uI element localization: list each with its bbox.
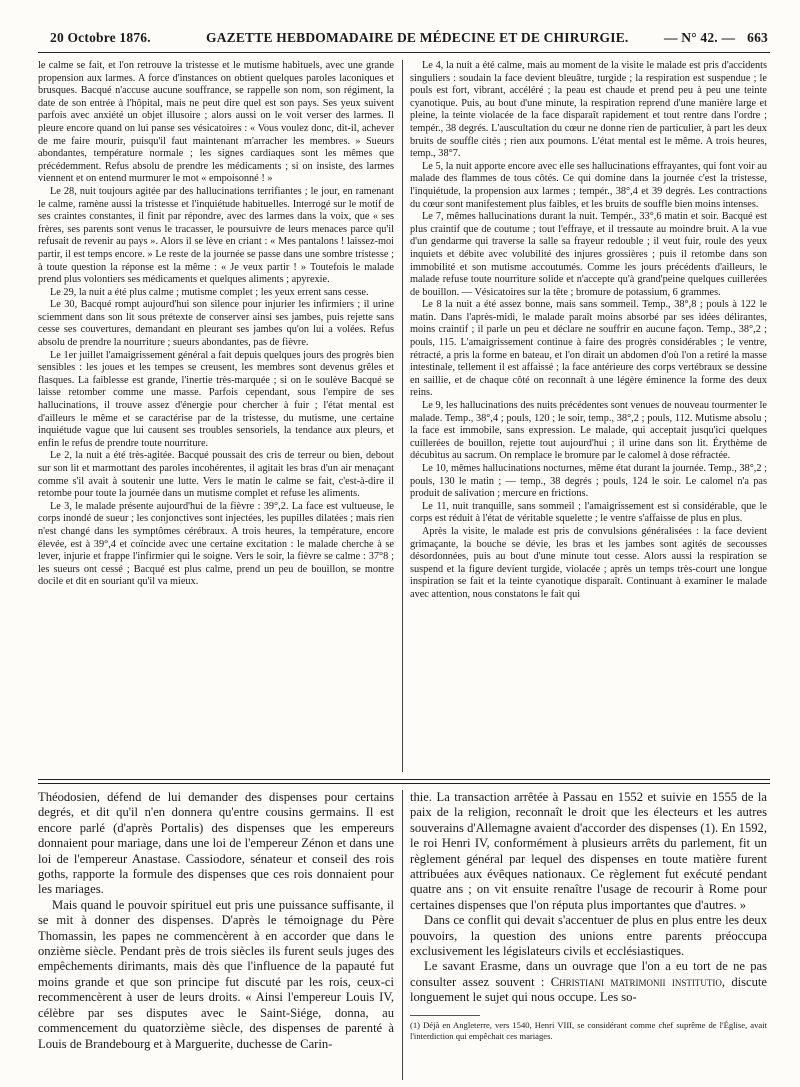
paragraph: Le 30, Bacqué rompt aujourd'hui son silence pour injurier les infirmiers ; il urine sciemment dans son lit sous prétexte de conserver ainsi ses jambes, puis rejette sans cesse ses couvertures, demandant en pleurant ses jambes qu'on lui a volées. Refus absolu de prendre la nourriture ; sueurs abondantes, pas de fièvre. [38, 299, 394, 349]
lower-right-column [410, 790, 767, 1006]
paragraph: Le 3, le malade présente aujourd'hui de la fièvre : 39°,2. La face est vultueuse, le corps inondé de sueur ; les conjonctives sont injectées, les pupilles dilatées ; mais rien n'est changé dans les symptômes cérébraux. A trois heures, la température, encore élevée, est à 39°,4 et coïncide avec une certaine excitation : le malade cherche à se lever, injurie et frappe l'infirmier qui le soigne. Vers le soir, la fièvre se calme : 37°8 ; les sueurs ont cessé ; Bacqué est plus calme, prend un peu de bouillon, se montre docile et dit en souriant qu'il va mieux. [38, 500, 394, 588]
section-rule [38, 779, 770, 780]
issue-number: — N° 42. — [664, 30, 736, 45]
header-rule [38, 52, 770, 53]
paragraph: Le 1er juillet l'amaigrissement général a fait depuis quelques jours des progrès bien sensibles : les joues et les tempes se creusent, les membres sont devenus grêles et flasques. La faiblesse est grande, l'inertie très-marquée ; si on le soulève Bacqué se laisse retomber comme une masse. Parfois cependant, sous l'empire de ses hallucinations, il trouve assez d'énergie pour chercher à fuir ; l'état mental est d'ailleurs le même et se caractérise par de la tristesse, du mutisme, une certaine inquiétude vague que lui causent ses troubles sensoriels, la tendance aux pleurs, et enfin le refus de prendre toute nourriture. [38, 349, 394, 449]
journal-title: GAZETTE HEBDOMADAIRE DE MÉDECINE ET DE CHIRURGIE. [206, 30, 629, 45]
lower-left-column [38, 790, 394, 1052]
paragraph: Mais quand le pouvoir spirituel eut pris une puissance suffisante, il se mit à donner des dispenses. D'après le témoignage du Père Thomassin, les papes ne commencèrent à en accorder que dans le onzième siècle. Pendant près de trois siècles ils furent seuls juges des empêchements dirimants, mais dès que l'influence de la papauté fut moins grande et que son principe fut discuté par les rois, ceux-ci recommencèrent à user de leurs droits. « Ainsi l'empereur Louis IV, célèbre par ses disputes avec le Saint-Siége, donna, au commencement du quatorzième siècle, des dispenses de parenté à Louis de Brandebourg et à Marguerite, duchesse de Carin- [38, 897, 394, 1051]
paragraph: Après la visite, le malade est pris de convulsions généralisées : la face devient grimaçante, la bouche se dévie, les bras et les jambes sont agités de secousses désordonnées, puis au bout d'une minute tout cesse. Alors aussi la respiration se suspend et la figure devient turgide, violacée ; après un temps très-court une longue inspiration se fait et la teinte cyanotique disparaît. Continuant à examiner le malade avec attention, nous constatons le fait qui [410, 525, 767, 600]
paragraph: Le 11, nuit tranquille, sans sommeil ; l'amaigrissement est si considérable, que le corps est réduit à l'état de véritable squelette ; le ventre s'affaisse de plus en plus. [410, 500, 767, 525]
paragraph: Le 28, nuit toujours agitée par des hallucinations terrifiantes ; le jour, en ramenant le calme, ramène aussi la tristesse et l'inquiétude habituelles. Interrogé sur le motif de ses craintes constantes, il finit par répondre, avec des larmes dans la voix, que « ses frères, ses parents sont venus le tracasser, le poursuivre de leurs menaces parce qu'il refusait de revenir au pays ». Alors il se lève en criant : « Mes pantalons ! laissez-moi partir, il est temps encore. » Le reste de la journée se passe dans une sombre tristesse ; à toute question la réponse est la même : « Je veux partir ! » Toutefois le malade prend plus volontiers ses médicaments et quelques aliments ; apyrexie. [38, 185, 394, 286]
paragraph: Le 10, mêmes hallucinations nocturnes, même état durant la journée. Temp., 38°,2 ; pouls, 130 le matin ; — temp., 38 degrés ; pouls, 124 le soir. Le calomel n'a pas produit de salivation ; mercure en frictions. [410, 463, 767, 500]
paragraph: Théodosien, défend de lui demander des dispenses pour certains degrés, et dit qu'il n'en donnera qu'entre cousins germains. Il est encore parlé (d'après Portalis) des dispenses que les empereurs donnaient pour mariage, dans une loi de l'empereur Zénon et dans une loi de l'empereur Anastase. Cassiodore, sénateur et conseil des rois goths, rapporte la formule des dispenses que ces rois donnaient pour les mariages. [38, 790, 394, 897]
paragraph: le calme se fait, et l'on retrouve la tristesse et le mutisme habituels, avec une grande propension aux larmes. A force d'instances on obtient quelques paroles laconiques et brusques. Bacqué n'accuse aucune souffrance, se rappelle son nom, son régiment, la date de son entrée à l'hôpital, mais ne peut dire quel est son pays. Ses yeux suivent parfois avec anxiété un objet illusoire ; alors aussi on le voit verser des larmes. Il pleure encore quand on lui panse ses vésicatoires : « Vous voulez donc, dit-il, achever de me faire mourir, puisqu'il faut maintenant m'arracher les membres. » Sueurs abondantes, température normale ; les signes cardiaques sont les mêmes que précédemment. Refus absolu de prendre les médicaments ; si on insiste, des larmes viennent et on entend murmurer le mot « empoisonné ! » [38, 60, 394, 185]
paragraph [410, 959, 767, 1005]
section-rule [38, 783, 770, 784]
issue-date: 20 Octobre 1876. [50, 30, 151, 45]
column-divider [402, 790, 403, 1080]
footnote: (1) Déjà en Angleterre, vers 1540, Henri VIII, se considérant comme chef suprême de l'Église, avait l'interdiction qui empêchait ces mariages. [410, 1020, 767, 1041]
paragraph: Le 7, mêmes hallucinations durant la nuit. Tempér., 33°,6 matin et soir. Bacqué est plus craintif que de coutume ; tout l'effraye, et il tressaute au moindre bruit. A la vue d'un gendarme qui traverse la salle sa frayeur redouble ; il veut fuir, roule des yeux inquiets et débite avec volubilité des injures grossières ; puis il retombe dans son immobilité et son mutisme accoutumés. Comme les jours précédents d'ailleurs, le malade refuse toute nourriture solide et n'accepte qu'à grand'peine quelques cuillerées de bouillon. — Vésicatoires sur la tête ; bromure de potassium, 6 grammes. [410, 211, 767, 298]
page-number: 663 [747, 30, 768, 45]
book-title: Christiani matrimonii institutio [550, 974, 722, 989]
running-header [50, 30, 768, 48]
paragraph: Le 2, la nuit a été très-agitée. Bacqué poussait des cris de terreur ou bien, debout sur son lit et marmottant des paroles incohérentes, il agitait les bras d'un air menaçant comme s'il avait à soutenir une lutte. Vers le matin le calme se fait, c'est-à-dire il retombe pour toute la journée dans un mutisme complet et refuse les aliments. [38, 450, 394, 500]
paragraph: thie. La transaction arrêtée à Passau en 1552 et suivie en 1555 de la paix de la religion, reconnaît le droit que les électeurs et les autres souverains d'Allemagne avaient d'accorder des dispenses (1). En 1592, le roi Henri IV, conformément à plusieurs arrêts du parlement, fit un règlement général par lequel des dispenses en toute matière furent attribuées aux évêques nationaux. Ce règlement fut exécuté pendant quatre ans ; on vit ensuite renaître l'usage de recourir à Rome pour certaines dispenses que l'on réputa plus importantes que d'autres. » [410, 790, 767, 912]
paragraph: Le 9, les hallucinations des nuits précédentes sont venues de nouveau tourmenter le malade. Temp., 38°,4 ; pouls, 120 ; le soir, temp., 38°,2 ; pouls, 112. Mutisme absolu ; la face est immobile, sans expression. Le malade, qui acceptait jusqu'ici quelques cuillerées de bouillon, rejette tout aujourd'hui ; il urine dans son lit. Érythème de décubitus au sacrum. On remplace le bromure par le calomel à dose réfractée. [410, 400, 767, 462]
upper-right-column [410, 60, 767, 602]
paragraph-text: , discute longuement le sujet qui nous occupe. Les so- [410, 974, 767, 1005]
footnote-rule [410, 1015, 480, 1016]
upper-left-column [38, 60, 394, 589]
paragraph: Le 5, la nuit apporte encore avec elle ses hallucinations effrayantes, qui font voir au malade des flammes de tous côtés. Ce qui domine dans la journée c'est la tristesse, l'inquiétude, la propension aux larmes ; tempér., 38°,4 et 39 degrés. Les contractions du cœur sont manifestement plus faibles, et les bruits de souffle bien moins intenses. [410, 160, 767, 210]
paragraph: Le 8 la nuit a été assez bonne, mais sans sommeil. Temp., 38°,8 ; pouls à 122 le matin. Dans l'après-midi, le malade paraît moins absorbé par ses idées délirantes, moins craintif ; il parle un peu et déclare ne souffrir en aucune façon. Temp., 38°,2 ; pouls, 115. L'amaigrissement continue à faire des progrès considérables ; le ventre, rétracté, a pris la forme en bateau, et l'on dirait un abdomen d'où l'on a retiré la masse intestinale, tellement il est affaissé ; la face antérieure des corps vertébraux se dessine en saillie, et de chaque côté on reconnaît à une légère éminence la forme des deux reins. [410, 299, 767, 399]
paragraph: Dans ce conflit qui devait s'accentuer de plus en plus entre les deux pouvoirs, la question des unions entre parents préoccupa exclusivement les législateurs civils et ecclésiastiques. [410, 913, 767, 959]
paragraph: Le 29, la nuit a été plus calme ; mutisme complet ; les yeux errent sans cesse. [50, 286, 369, 298]
column-divider [402, 60, 403, 772]
paragraph: Le 4, la nuit a été calme, mais au moment de la visite le malade est pris d'accidents singuliers : soudain la face devient bleuâtre, turgide ; la respiration est suspendue ; le pouls est fort, vibrant, accéléré ; la peau est chaude et prend peu à peu une teinte cyanotique. Puis, au bout d'une minute, la respiration reprend d'une manière large et pleine, la teinte violacée de la face disparaît rapidement et tout rentre dans l'ordre ; tempér., 38 degrés. L'auscultation du cœur ne donne rien de particulier, à part les deux bruits de souffle cités ; rien aux poumons. L'état mental est le même. A trois heures, temp., 38°7. [410, 60, 767, 160]
paragraph-text: Le savant Erasme, dans un ouvrage que l'on a eu tort de ne pas consulter assez souvent : [410, 959, 767, 989]
